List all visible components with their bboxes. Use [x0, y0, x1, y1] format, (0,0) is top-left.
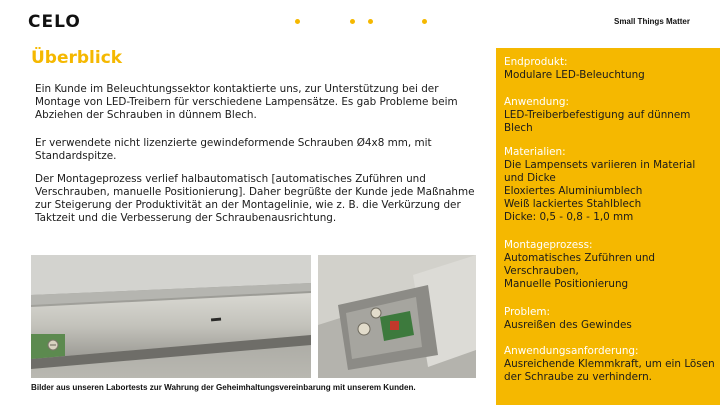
panel-value: Die Lampensets variieren in Material und Dicke Eloxiertes Aluminiumblech Weiß lackiertes Stahlblech Dicke: 0,5 - 0,8 - 1,0 mm [504, 159, 696, 223]
panel-section-materialien [504, 146, 716, 224]
image-caption: Bilder aus unseren Labortests zur Wahrung der Geheimhaltungsvereinbarung mit unserem Kunden. [31, 383, 416, 392]
decorative-dot [422, 19, 427, 24]
celo-logo: CELO [28, 12, 81, 32]
screw-paragraph: Er verwendete nicht lizenzierte gewindeformende Schrauben Ø4x8 mm, mit Standardspitze. [35, 137, 432, 162]
panel-label: Anwendung: [504, 96, 570, 108]
panel-value: Modulare LED-Beleuchtung [504, 69, 645, 81]
panel-label: Problem: [504, 306, 550, 318]
panel-section-anwendung [504, 96, 716, 135]
tagline: Small Things Matter [613, 17, 690, 26]
intro-paragraph: Ein Kunde im Beleuchtungssektor kontaktierte uns, zur Unterstützung bei der Montage von LED-Treibern für verschiedene Lampensätze. Es gab Probleme beim Abziehen der Schrauben in dünnem Blech. [35, 83, 458, 121]
panel-section-problem [504, 306, 716, 332]
panel-label: Materialien: [504, 146, 566, 158]
panel-value: LED-Treiberbefestigung auf dünnem Blech [504, 109, 691, 134]
panel-section-montageprozess [504, 239, 716, 291]
panel-label: Endprodukt: [504, 56, 568, 68]
panel-section-anforderung [504, 345, 716, 384]
panel-value: Automatisches Zuführen und Verschrauben, Manuelle Positionierung [504, 252, 656, 290]
info-panel [496, 48, 720, 405]
decorative-dot [295, 19, 300, 24]
decorative-dot [350, 19, 355, 24]
screw-closeup-photo [318, 255, 476, 378]
panel-label: Montageprozess: [504, 239, 593, 251]
panel-value: Ausreichende Klemmkraft, um ein Lösen der Schraube zu verhindern. [504, 358, 715, 383]
panel-section-endprodukt [504, 56, 716, 82]
page-title: Überblick [31, 48, 123, 68]
led-driver-photo [31, 255, 311, 378]
decorative-dot [368, 19, 373, 24]
process-paragraph: Der Montageprozess verlief halbautomatisch [automatisches Zuführen und Verschrauben, manuelle Positionierung]. Daher begrüßte der Kunde jede Maßnahme zur Steigerung der Produktivität an der Montagelinie, wie z. B. die Verkürzung der Taktzeit und die Verbesserung der Schraubenausrichtung. [35, 173, 475, 224]
panel-value: Ausreißen des Gewindes [504, 319, 632, 331]
panel-label: Anwendungsanforderung: [504, 345, 639, 357]
